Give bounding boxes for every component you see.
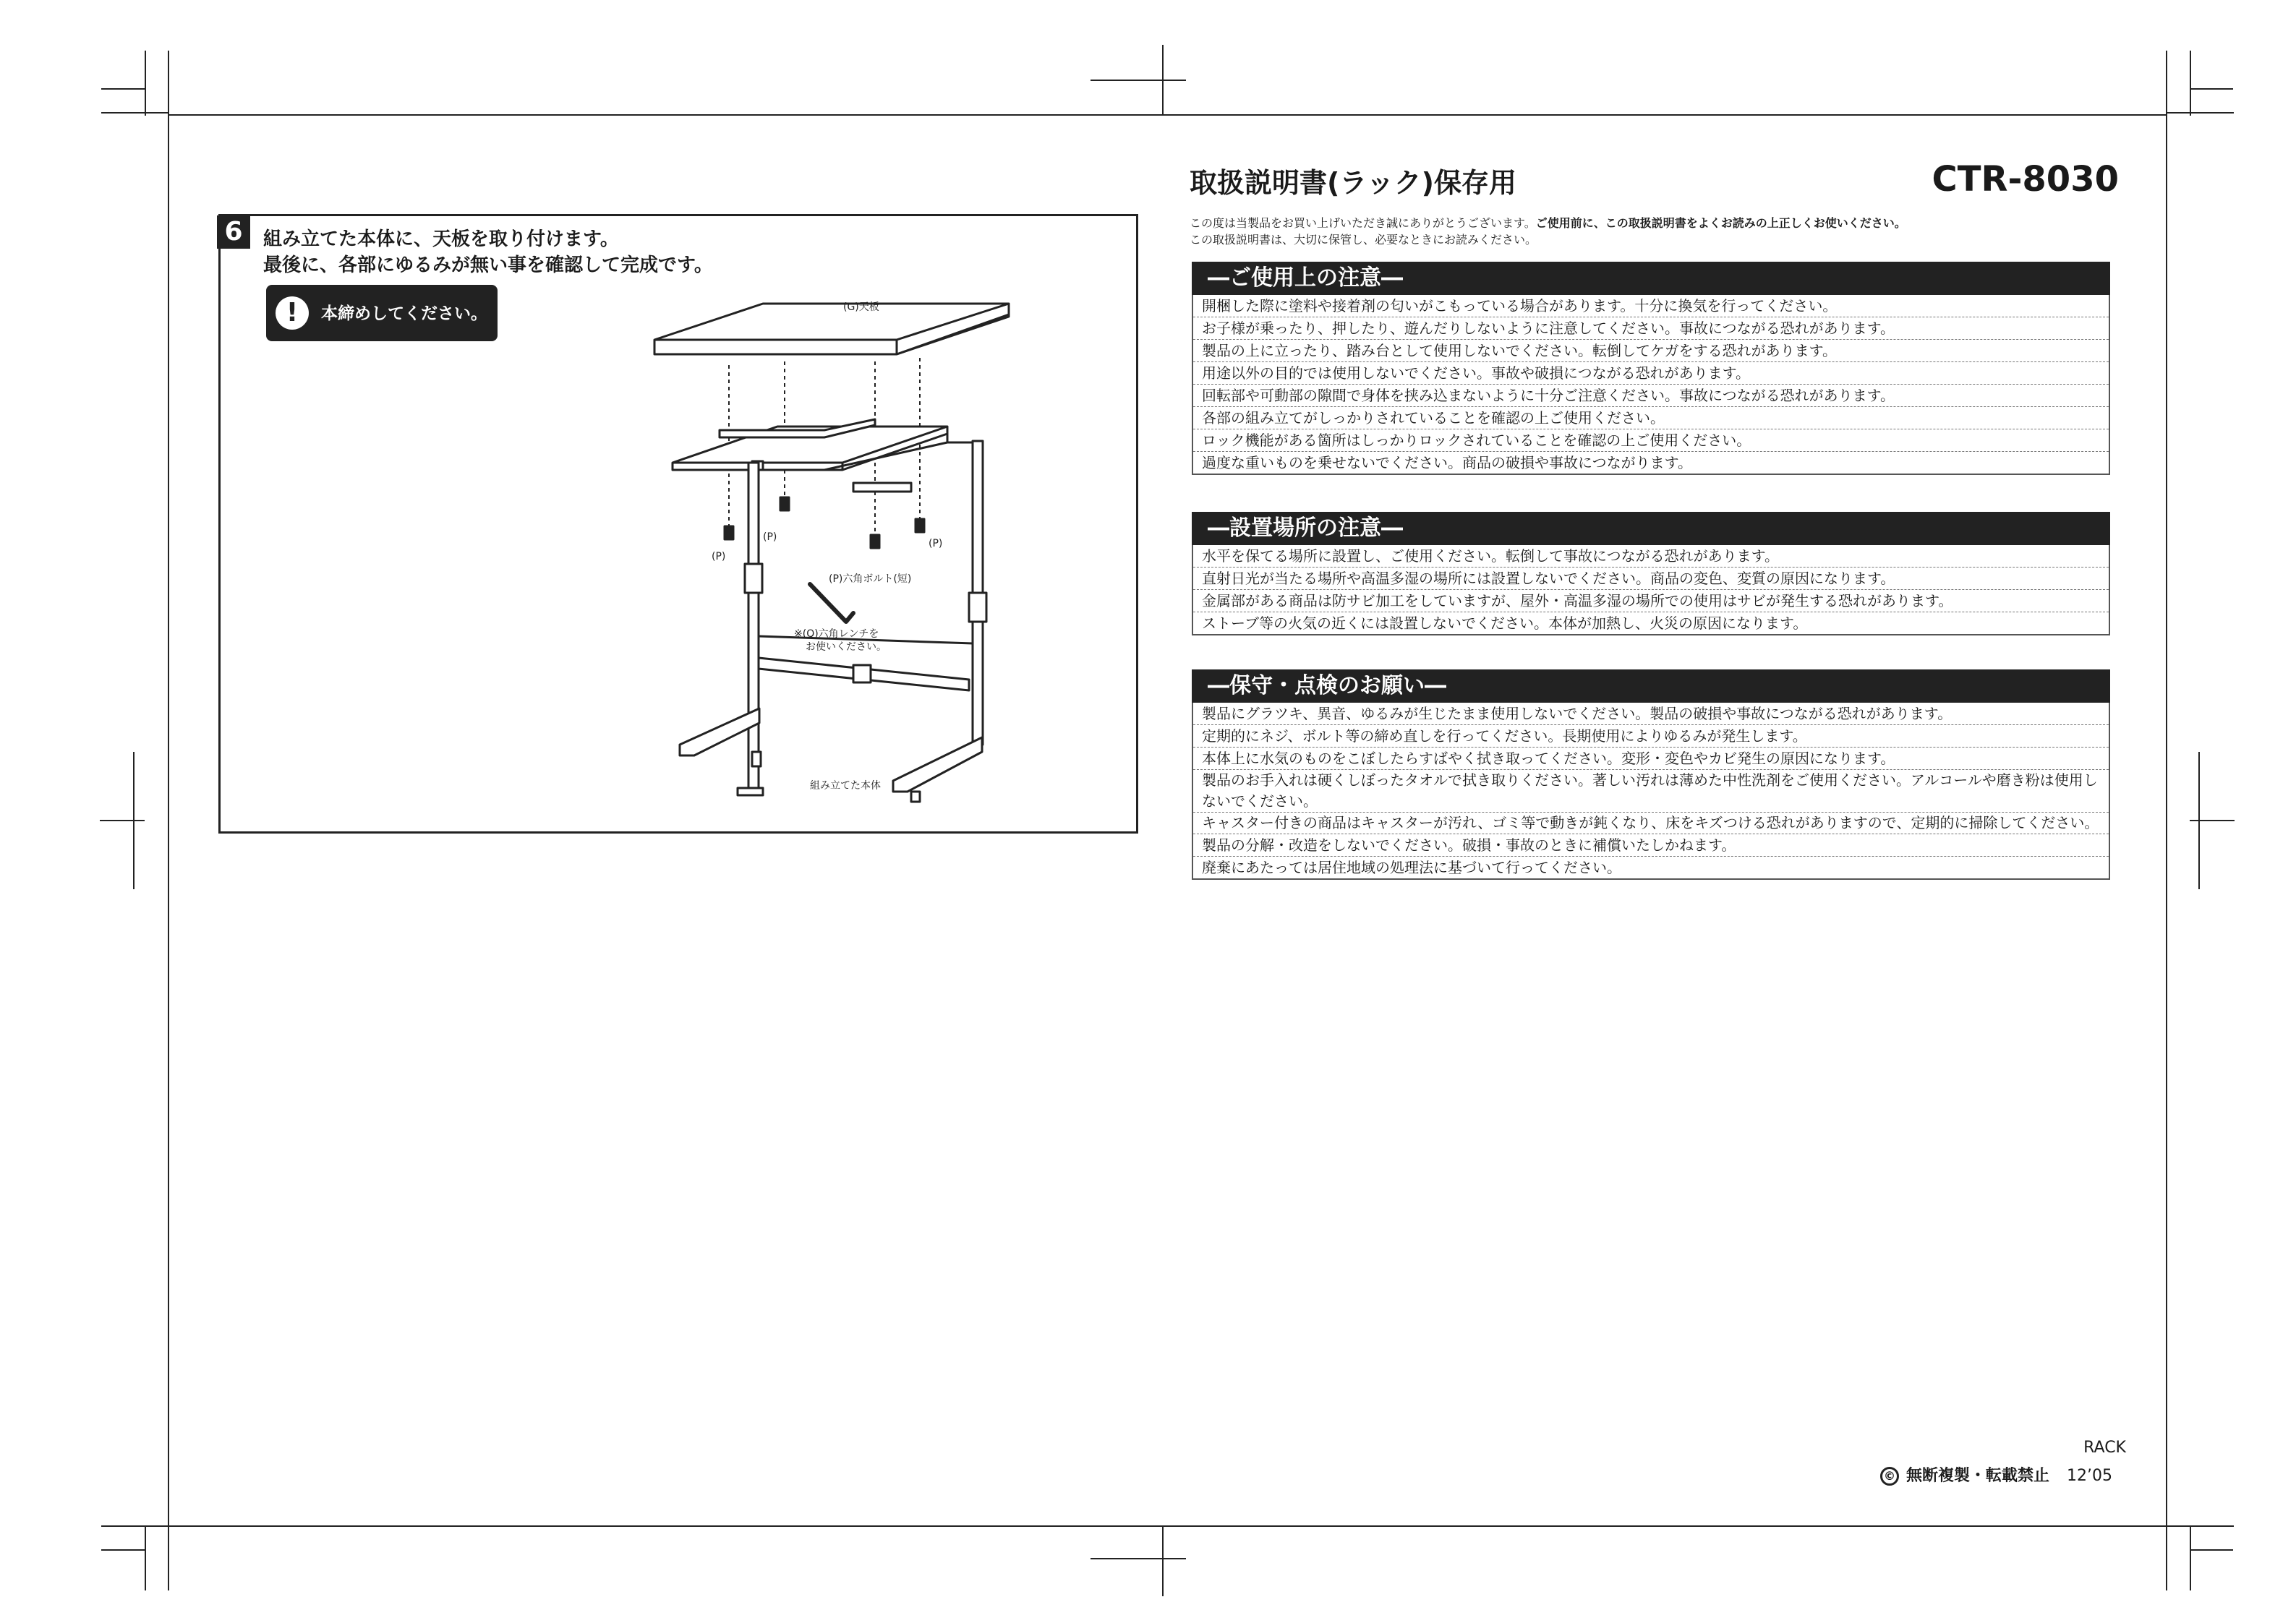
edition-date: 12’05 bbox=[2067, 1467, 2112, 1485]
list-item: 定期的にネジ、ボルト等の締め直しを行ってください。長期使用によりゆるみが発生します。 bbox=[1193, 725, 2109, 748]
top-frame-drawing bbox=[673, 419, 983, 492]
list-item: お子様が乗ったり、押したり、遊んだりしないように注意してください。事故につながる恐れがあります。 bbox=[1193, 317, 2109, 340]
section-list-usage-cautions bbox=[1192, 295, 2110, 475]
list-item: 過度な重いものを乗せないでください。商品の破損や事故につながります。 bbox=[1202, 454, 1692, 471]
label-p-right: (P) bbox=[929, 538, 943, 549]
label-p-bottom-left: (P) bbox=[712, 551, 726, 562]
label-tabletop: (G)天板 bbox=[843, 301, 879, 313]
section-heading-maintenance-requests: ―保守・点検のお願い― bbox=[1192, 669, 2110, 703]
list-item: 回転部や可動部の隙間で身体を挟み込まないように十分ご注意ください。事故につながる恐れがあります。 bbox=[1193, 385, 2109, 407]
label-assembled-body: 組み立てた本体 bbox=[810, 780, 881, 792]
assembly-illustration bbox=[636, 289, 1027, 810]
list-item: 製品の分解・改造をしないでください。破損・事故のときに補償いたしかねます。 bbox=[1193, 834, 2109, 857]
label-wrench-note-1: ※(Q)六角レンチを bbox=[794, 628, 879, 640]
label-p-left: (P) bbox=[763, 531, 777, 543]
list-item: 直射日光が当たる場所や高温多湿の場所には設置しないでください。商品の変色、変質の原因になります。 bbox=[1193, 568, 2109, 590]
list-item: 本体上に水気のものをこぼしたらすばやく拭き取ってください。変形・変色やカビ発生の原因になります。 bbox=[1193, 748, 2109, 770]
list-item: 各部の組み立てがしっかりされていることを確認の上ご使用ください。 bbox=[1193, 407, 2109, 429]
step-instruction-line2: 最後に、各部にゆるみが無い事を確認して完成です。 bbox=[263, 254, 713, 276]
intro-line-1: この度は当製品をお買い上げいただき誠にありがとうございます。ご使用前に、この取扱説明書をよくお読みの上正しくお使いください。 bbox=[1190, 216, 1906, 230]
label-wrench-note-2: お使いください。 bbox=[806, 641, 887, 653]
list-item: 開梱した際に塗料や接着剤の匂いがこもっている場合があります。十分に換気を行ってください。 bbox=[1193, 295, 2109, 317]
tabletop-drawing bbox=[654, 304, 1009, 354]
list-item: キャスター付きの商品はキャスターが汚れ、ゴミ等で動きが鈍くなり、床をキズつける恐れがありますので、定期的に掃除してください。 bbox=[1193, 813, 2109, 834]
list-item: 製品の上に立ったり、踏み台として使用しないでください。転倒してケガをする恐れがあります。 bbox=[1193, 340, 2109, 362]
product-category: RACK bbox=[2083, 1439, 2126, 1457]
section-list-installation-cautions bbox=[1192, 545, 2110, 635]
document-title: 取扱説明書(ラック)保存用 bbox=[1190, 167, 1516, 199]
step-instruction-line1: 組み立てた本体に、天板を取り付けます。 bbox=[263, 228, 619, 250]
hex-wrench-drawing bbox=[810, 584, 853, 622]
section-heading-installation-cautions: ―設置場所の注意― bbox=[1192, 512, 2110, 545]
intro-line-2: この取扱説明書は、大切に保管し、必要なときにお読みください。 bbox=[1190, 233, 1537, 247]
copyright-text: 無断複製・転載禁止 bbox=[1906, 1467, 2050, 1485]
copyright-icon: © bbox=[1880, 1467, 1899, 1486]
list-item: ロック機能がある箇所はしっかりロックされていることを確認の上ご使用ください。 bbox=[1193, 429, 2109, 452]
label-hex-bolt: (P)六角ボルト(短) bbox=[829, 573, 912, 585]
section-heading-usage-cautions: ―ご使用上の注意― bbox=[1192, 262, 2110, 295]
section-list-maintenance-requests bbox=[1192, 703, 2110, 880]
frame-legs-drawing bbox=[680, 441, 986, 802]
warning-text: 本締めしてください。 bbox=[321, 304, 487, 323]
list-item: 金属部がある商品は防サビ加工をしていますが、屋外・高温多湿の場所での使用はサビが発生する恐れがあります。 bbox=[1193, 590, 2109, 612]
model-number: CTR-8030 bbox=[1932, 159, 2119, 200]
list-item: 水平を保てる場所に設置し、ご使用ください。転倒して事故につながる恐れがあります。 bbox=[1193, 545, 2109, 568]
list-item: 製品のお手入れは硬くしぼったタオルで拭き取りください。著しい汚れは薄めた中性洗剤をご使用ください。アルコールや磨き粉は使用しないでください。 bbox=[1193, 770, 2109, 813]
list-item: ストーブ等の火気の近くには設置しないでください。本体が加熱し、火災の原因になります。 bbox=[1202, 614, 1808, 632]
exclamation-icon: ! bbox=[276, 296, 309, 330]
list-item: 製品にグラツキ、異音、ゆるみが生じたまま使用しないでください。製品の破損や事故につながる恐れがあります。 bbox=[1193, 703, 2109, 725]
list-item: 廃棄にあたっては居住地域の処理法に基づいて行ってください。 bbox=[1202, 859, 1621, 876]
copyright-notice bbox=[1880, 1463, 2112, 1486]
list-item: 用途以外の目的では使用しないでください。事故や破損につながる恐れがあります。 bbox=[1193, 362, 2109, 385]
step-number: 6 bbox=[217, 215, 250, 249]
